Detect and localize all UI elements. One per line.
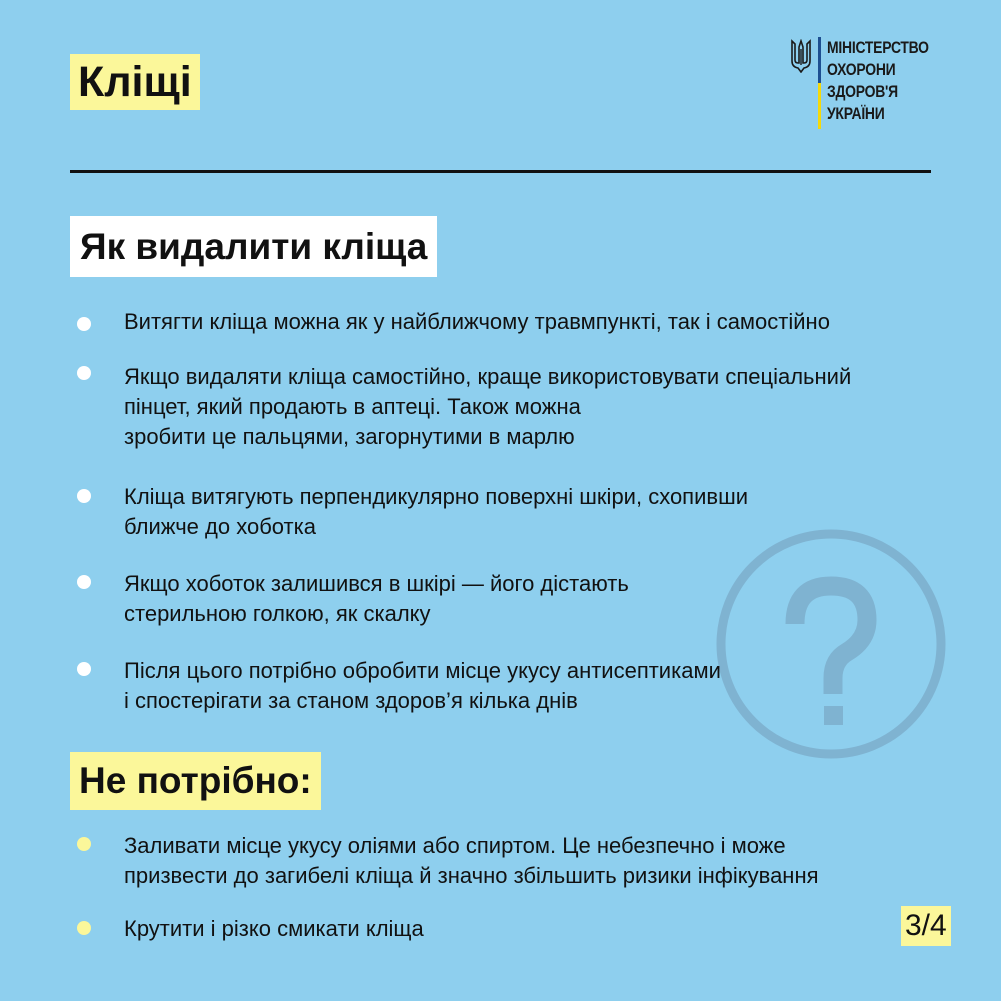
white-bullet-icon	[77, 489, 91, 503]
ministry-name	[827, 37, 929, 125]
ministry-name-line: УКРАЇНИ	[827, 104, 885, 123]
page-title: Кліщі	[70, 54, 200, 110]
list-item-text: Після цього потрібно обробити місце укусу антисептиками і спостерігати за станом здоров’я кілька днів	[124, 658, 721, 713]
header-divider	[70, 170, 931, 173]
ministry-name-line: ЗДОРОВ'Я	[827, 82, 898, 101]
trident-icon	[790, 39, 812, 73]
list-item-text: Кліща витягують перпендикулярно поверхні шкіри, схопивши ближче до хоботка	[124, 484, 749, 539]
section-heading-remove: Як видалити кліща	[70, 216, 437, 277]
list-item-text: Якщо видаляти кліща самостійно, краще використовувати спеціальний пінцет, який продають в аптеці. Також можна зробити це пальцями, загорнутими в марлю	[124, 364, 852, 449]
list-item-text: Якщо хоботок залишився в шкірі — його дістають стерильною голкою, як скалку	[124, 571, 629, 626]
white-bullet-icon	[77, 317, 91, 331]
ministry-logo	[790, 37, 951, 129]
page-indicator: 3/4	[901, 906, 951, 946]
white-bullet-icon	[77, 662, 91, 676]
yellow-bullet-icon	[77, 921, 91, 935]
yellow-bullet-icon	[77, 837, 91, 851]
white-bullet-icon	[77, 575, 91, 589]
list-item-text: Витягти кліща можна як у найближчому травмпункті, так і самостійно	[124, 309, 830, 334]
logo-color-bar	[818, 37, 821, 129]
ministry-name-line: МІНІСТЕРСТВО	[827, 38, 929, 57]
white-bullet-icon	[77, 366, 91, 380]
question-circle-icon	[715, 528, 947, 760]
ministry-name-line: ОХОРОНИ	[827, 60, 896, 79]
section-heading-dont: Не потрібно:	[70, 752, 321, 810]
list-item-text: Крутити і різко смикати кліща	[124, 916, 424, 941]
list-item-text: Заливати місце укусу оліями або спиртом. Це небезпечно і може призвести до загибелі кліща й значно збільшить ризики інфікування	[124, 833, 819, 888]
